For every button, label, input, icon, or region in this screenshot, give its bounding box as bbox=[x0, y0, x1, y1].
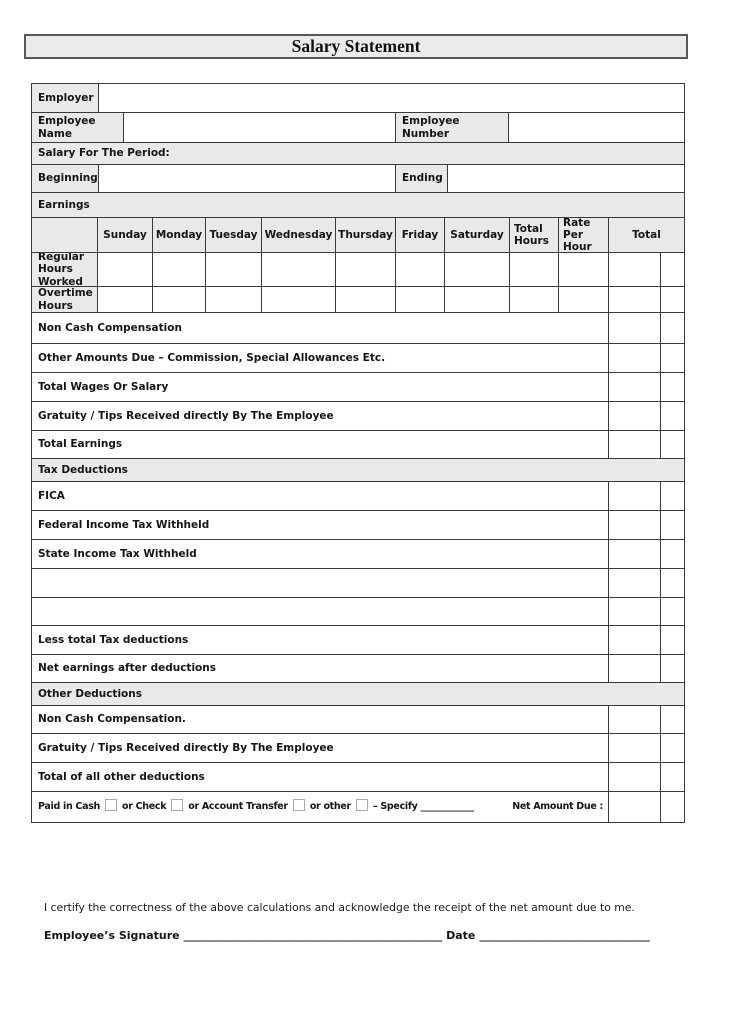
payment-option-label: or Account Transfer bbox=[188, 800, 288, 812]
net-earnings-after-deductions-cents-cell[interactable] bbox=[661, 655, 685, 683]
regular-hours-monday-cell[interactable] bbox=[153, 253, 206, 287]
certification-text: I certify the correctness of the above calculations and acknowledge the receipt of the net amount due to me. bbox=[44, 901, 635, 914]
total-wages-or-salary-row bbox=[32, 373, 685, 402]
employer-row bbox=[32, 84, 685, 113]
non-cash-compensation-cents-cell[interactable] bbox=[661, 313, 685, 344]
total-of-all-other-deductions-label: Total of all other deductions bbox=[32, 763, 609, 792]
signature-line[interactable]: _______________________________________________ bbox=[183, 929, 443, 942]
regular-hours-thursday-cell[interactable] bbox=[336, 253, 396, 287]
tax-blank-2-amount-cell[interactable] bbox=[609, 598, 661, 626]
federal-income-tax-amount-cell[interactable] bbox=[609, 511, 661, 540]
period-row bbox=[32, 165, 685, 193]
date-label: Date bbox=[446, 929, 476, 942]
total-of-all-other-deductions-amount-cell[interactable] bbox=[609, 763, 661, 792]
tax-deductions-section-row bbox=[32, 459, 685, 482]
total-earnings-cents-cell[interactable] bbox=[661, 431, 685, 459]
day-header-saturday: Saturday bbox=[445, 218, 510, 253]
other-gratuity-tips-received-cents-cell[interactable] bbox=[661, 734, 685, 763]
total-of-all-other-deductions-cents-cell[interactable] bbox=[661, 763, 685, 792]
specify-blank-line[interactable]: ____________ bbox=[420, 800, 474, 812]
employer-label: Employer bbox=[32, 84, 99, 113]
specify-label: – Specify bbox=[372, 800, 418, 812]
account-transfer-checkbox[interactable] bbox=[293, 799, 305, 811]
overtime-hours-tuesday-cell[interactable] bbox=[206, 287, 262, 313]
state-income-tax-row bbox=[32, 540, 685, 569]
less-total-tax-deductions-label: Less total Tax deductions bbox=[32, 626, 609, 655]
employee-row bbox=[32, 113, 685, 143]
signature-label: Employee’s Signature bbox=[44, 929, 180, 942]
overtime-hours-saturday-cell[interactable] bbox=[445, 287, 510, 313]
regular-hours-saturday-cell[interactable] bbox=[445, 253, 510, 287]
net-amount-due-amount-cell[interactable] bbox=[609, 792, 661, 823]
earnings-section-row bbox=[32, 193, 685, 218]
regular-hours-friday-cell[interactable] bbox=[396, 253, 445, 287]
other-non-cash-compensation-label: Non Cash Compensation. bbox=[32, 706, 609, 734]
beginning-input[interactable] bbox=[99, 165, 396, 193]
regular-hours-tuesday-cell[interactable] bbox=[206, 253, 262, 287]
day-header-empty bbox=[32, 218, 98, 253]
other-amounts-due-label: Other Amounts Due – Commission, Special Allowances Etc. bbox=[32, 344, 609, 373]
beginning-label: Beginning bbox=[32, 165, 99, 193]
total-earnings-amount-cell[interactable] bbox=[609, 431, 661, 459]
other-amounts-due-row bbox=[32, 344, 685, 373]
other-deductions-section-row bbox=[32, 683, 685, 706]
section-earnings: Earnings bbox=[32, 193, 685, 218]
employee-name-input[interactable] bbox=[124, 113, 396, 143]
section-other-deductions: Other Deductions bbox=[32, 683, 685, 706]
tax-blank-1-label[interactable] bbox=[32, 569, 609, 598]
total-of-all-other-deductions-row bbox=[32, 763, 685, 792]
check-checkbox[interactable] bbox=[171, 799, 183, 811]
non-cash-compensation-amount-cell[interactable] bbox=[609, 313, 661, 344]
overtime-hours-row bbox=[32, 287, 685, 313]
section-salary-period: Salary For The Period: bbox=[32, 143, 685, 165]
day-header-total: Total bbox=[609, 218, 685, 253]
overtime-hours-cents-cell[interactable] bbox=[661, 287, 685, 313]
gratuity-tips-received-label: Gratuity / Tips Received directly By The Employee bbox=[32, 402, 609, 431]
regular-hours-label: Regular Hours Worked bbox=[32, 253, 98, 287]
other-non-cash-compensation-amount-cell[interactable] bbox=[609, 706, 661, 734]
federal-income-tax-cents-cell[interactable] bbox=[661, 511, 685, 540]
day-header-row bbox=[32, 218, 685, 253]
regular-hours-rate-per-hour-cell[interactable] bbox=[559, 253, 609, 287]
day-header-total-hours: Total Hours bbox=[510, 218, 559, 253]
tax-blank-1-row bbox=[32, 569, 685, 598]
total-wages-or-salary-cents-cell[interactable] bbox=[661, 373, 685, 402]
other-non-cash-compensation-cents-cell[interactable] bbox=[661, 706, 685, 734]
other-non-cash-compensation-row bbox=[32, 706, 685, 734]
state-income-tax-amount-cell[interactable] bbox=[609, 540, 661, 569]
regular-hours-cents-cell[interactable] bbox=[661, 253, 685, 287]
non-cash-compensation-label: Non Cash Compensation bbox=[32, 313, 609, 344]
gratuity-tips-received-cents-cell[interactable] bbox=[661, 402, 685, 431]
day-header-friday: Friday bbox=[396, 218, 445, 253]
less-total-tax-deductions-amount-cell[interactable] bbox=[609, 626, 661, 655]
net-amount-due-label: Net Amount Due : bbox=[512, 800, 603, 812]
tax-blank-1-amount-cell[interactable] bbox=[609, 569, 661, 598]
overtime-hours-label: Overtime Hours bbox=[32, 287, 98, 313]
day-header-thursday: Thursday bbox=[336, 218, 396, 253]
net-earnings-after-deductions-row bbox=[32, 655, 685, 683]
employee-number-label: Employee Number bbox=[396, 113, 509, 143]
overtime-hours-thursday-cell[interactable] bbox=[336, 287, 396, 313]
payment-option-label: or other bbox=[309, 800, 351, 812]
overtime-hours-amount-cell[interactable] bbox=[609, 287, 661, 313]
day-header-monday: Monday bbox=[153, 218, 206, 253]
overtime-hours-total-hours-cell[interactable] bbox=[510, 287, 559, 313]
total-earnings-label: Total Earnings bbox=[32, 431, 609, 459]
non-cash-compensation-row bbox=[32, 313, 685, 344]
net-amount-due-cents-cell[interactable] bbox=[661, 792, 685, 823]
day-header-sunday: Sunday bbox=[98, 218, 153, 253]
less-total-tax-deductions-row bbox=[32, 626, 685, 655]
overtime-hours-sunday-cell[interactable] bbox=[98, 287, 153, 313]
gratuity-tips-received-amount-cell[interactable] bbox=[609, 402, 661, 431]
tax-blank-2-label[interactable] bbox=[32, 598, 609, 626]
net-earnings-after-deductions-amount-cell[interactable] bbox=[609, 655, 661, 683]
overtime-hours-wednesday-cell[interactable] bbox=[262, 287, 336, 313]
date-line[interactable]: _______________________________ bbox=[479, 929, 650, 942]
federal-income-tax-row bbox=[32, 511, 685, 540]
other-gratuity-tips-received-amount-cell[interactable] bbox=[609, 734, 661, 763]
salary-statement-table bbox=[31, 83, 685, 823]
tax-blank-2-row bbox=[32, 598, 685, 626]
employee-name-label: Employee Name bbox=[32, 113, 124, 143]
regular-hours-wednesday-cell[interactable] bbox=[262, 253, 336, 287]
day-header-rate-per-hour: Rate Per Hour bbox=[559, 218, 609, 253]
page-title bbox=[24, 34, 688, 59]
overtime-hours-friday-cell[interactable] bbox=[396, 287, 445, 313]
tax-blank-2-cents-cell[interactable] bbox=[661, 598, 685, 626]
fica-row bbox=[32, 482, 685, 511]
state-income-tax-cents-cell[interactable] bbox=[661, 540, 685, 569]
less-total-tax-deductions-cents-cell[interactable] bbox=[661, 626, 685, 655]
gratuity-tips-received-row bbox=[32, 402, 685, 431]
net-earnings-after-deductions-label: Net earnings after deductions bbox=[32, 655, 609, 683]
day-header-tuesday: Tuesday bbox=[206, 218, 262, 253]
ending-input[interactable] bbox=[448, 165, 685, 193]
section-tax-deductions: Tax Deductions bbox=[32, 459, 685, 482]
overtime-hours-rate-per-hour-cell[interactable] bbox=[559, 287, 609, 313]
other-amounts-due-cents-cell[interactable] bbox=[661, 344, 685, 373]
other-checkbox[interactable] bbox=[356, 799, 368, 811]
federal-income-tax-label: Federal Income Tax Withheld bbox=[32, 511, 609, 540]
total-wages-or-salary-amount-cell[interactable] bbox=[609, 373, 661, 402]
fica-amount-cell[interactable] bbox=[609, 482, 661, 511]
regular-hours-total-hours-cell[interactable] bbox=[510, 253, 559, 287]
payment-text bbox=[32, 792, 609, 823]
fica-label: FICA bbox=[32, 482, 609, 511]
other-gratuity-tips-received-row bbox=[32, 734, 685, 763]
other-gratuity-tips-received-label: Gratuity / Tips Received directly By The Employee bbox=[32, 734, 609, 763]
day-header-wednesday: Wednesday bbox=[262, 218, 336, 253]
overtime-hours-monday-cell[interactable] bbox=[153, 287, 206, 313]
page-title-text: Salary Statement bbox=[291, 36, 421, 56]
ending-label: Ending bbox=[396, 165, 448, 193]
regular-hours-sunday-cell[interactable] bbox=[98, 253, 153, 287]
tax-blank-1-cents-cell[interactable] bbox=[661, 569, 685, 598]
payment-option-label: Paid in Cash bbox=[38, 800, 101, 812]
total-wages-or-salary-label: Total Wages Or Salary bbox=[32, 373, 609, 402]
regular-hours-row bbox=[32, 253, 685, 287]
employee-number-input[interactable] bbox=[509, 113, 685, 143]
employer-input[interactable] bbox=[99, 84, 685, 113]
other-amounts-due-amount-cell[interactable] bbox=[609, 344, 661, 373]
payment-row bbox=[32, 792, 685, 823]
cash-checkbox[interactable] bbox=[105, 799, 117, 811]
signature-row bbox=[44, 929, 704, 942]
total-earnings-row bbox=[32, 431, 685, 459]
state-income-tax-label: State Income Tax Withheld bbox=[32, 540, 609, 569]
salary-period-section-row bbox=[32, 143, 685, 165]
fica-cents-cell[interactable] bbox=[661, 482, 685, 511]
payment-option-label: or Check bbox=[122, 800, 167, 812]
regular-hours-amount-cell[interactable] bbox=[609, 253, 661, 287]
